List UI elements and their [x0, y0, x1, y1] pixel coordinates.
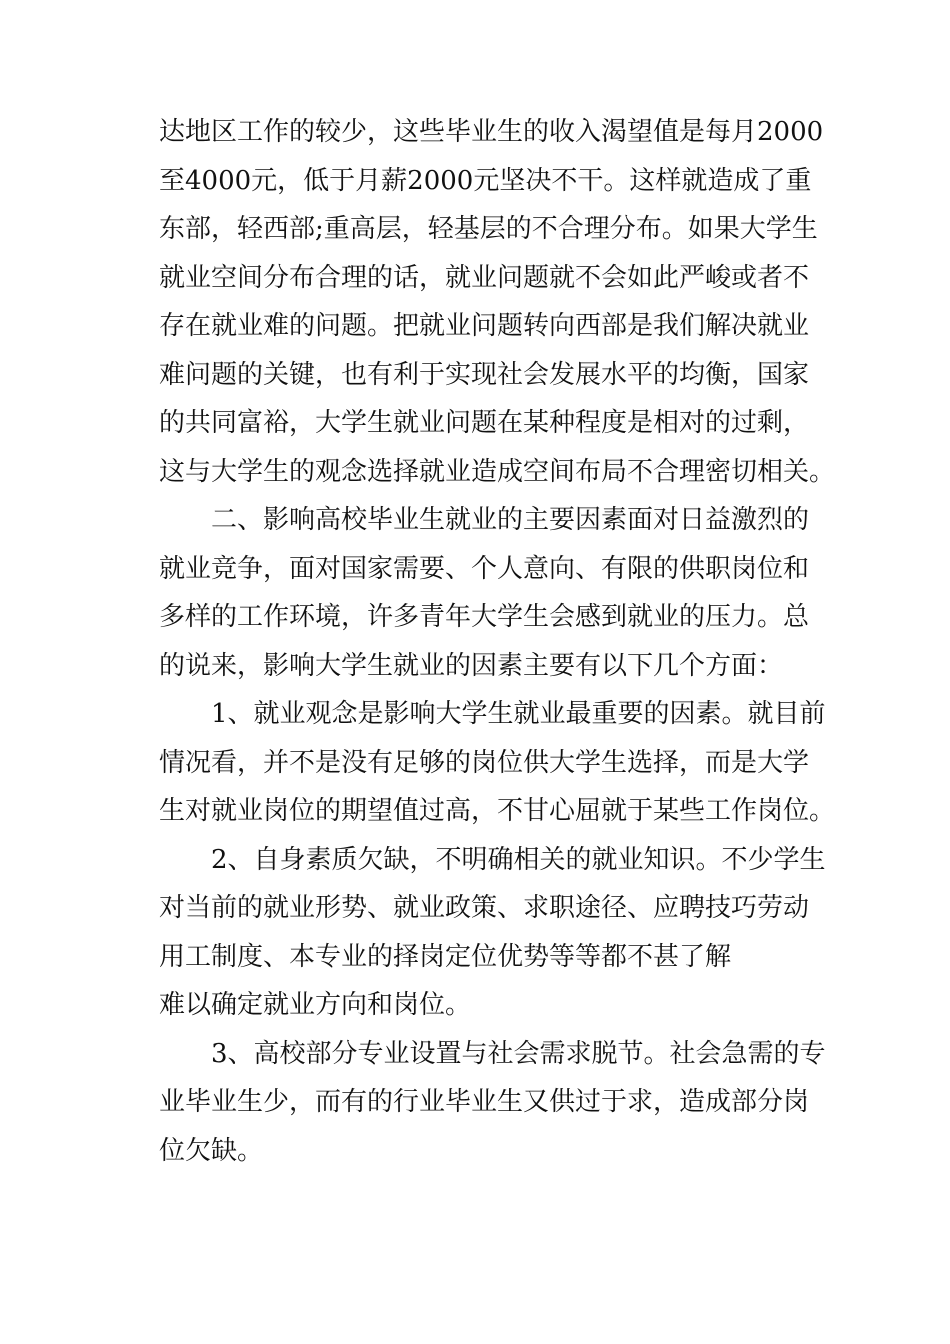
- text-line: 的说来，影响大学生就业的因素主要有以下几个方面：: [159, 650, 784, 681]
- text-line: 情况看，并不是没有足够的岗位供大学生选择，而是大学: [159, 747, 810, 778]
- text-line: 难以确定就业方向和岗位。: [159, 990, 472, 1020]
- text-line: 达地区工作的较少，这些毕业生的收入渴望值是每月2000: [159, 117, 824, 147]
- text-line: 就业竞争，面对国家需要、个人意向、有限的供职岗位和: [159, 553, 810, 584]
- text-line: 的共同富裕，大学生就业问题在某种程度是相对的过剩，: [159, 408, 810, 438]
- text-line: 业毕业生少，而有的行业毕业生又供过于求，造成部分岗: [159, 1087, 810, 1117]
- text-line: 就业空间分布合理的话，就业问题就不会如此严峻或者不: [159, 262, 810, 293]
- list-item-1-line: 1、就业观念是影响大学生就业最重要的因素。就目前: [211, 699, 826, 729]
- text-line: 用工制度、本专业的择岗定位优势等等都不甚了解: [159, 941, 732, 972]
- text-line: 存在就业难的问题。把就业问题转向西部是我们解决就业: [159, 311, 810, 341]
- list-item-3-line: 3、高校部分专业设置与社会需求脱节。社会急需的专: [211, 1038, 826, 1069]
- text-line: 至4000元，低于月薪2000元坚决不干。这样就造成了重: [159, 165, 812, 196]
- text-line: 多样的工作环境，许多青年大学生会感到就业的压力。总: [159, 602, 810, 632]
- text-line: 难问题的关键，也有利于实现社会发展水平的均衡，国家: [159, 359, 810, 390]
- text-line: 这与大学生的观念选择就业造成空间布局不合理密切相关。: [159, 456, 836, 487]
- section-heading-line: 二、影响高校毕业生就业的主要因素面对日益激烈的: [211, 505, 810, 535]
- list-item-2-line: 2、自身素质欠缺，不明确相关的就业知识。不少学生: [211, 844, 826, 875]
- body-text: [159, 108, 836, 1175]
- text-line: 对当前的就业形势、就业政策、求职途径、应聘技巧劳动: [159, 893, 810, 923]
- text-line: 东部，轻西部;重高层，轻基层的不合理分布。如果大学生: [159, 214, 818, 244]
- text-line: 生对就业岗位的期望值过高，不甘心屈就于某些工作岗位。: [159, 796, 836, 826]
- text-line: 位欠缺。: [159, 1135, 264, 1166]
